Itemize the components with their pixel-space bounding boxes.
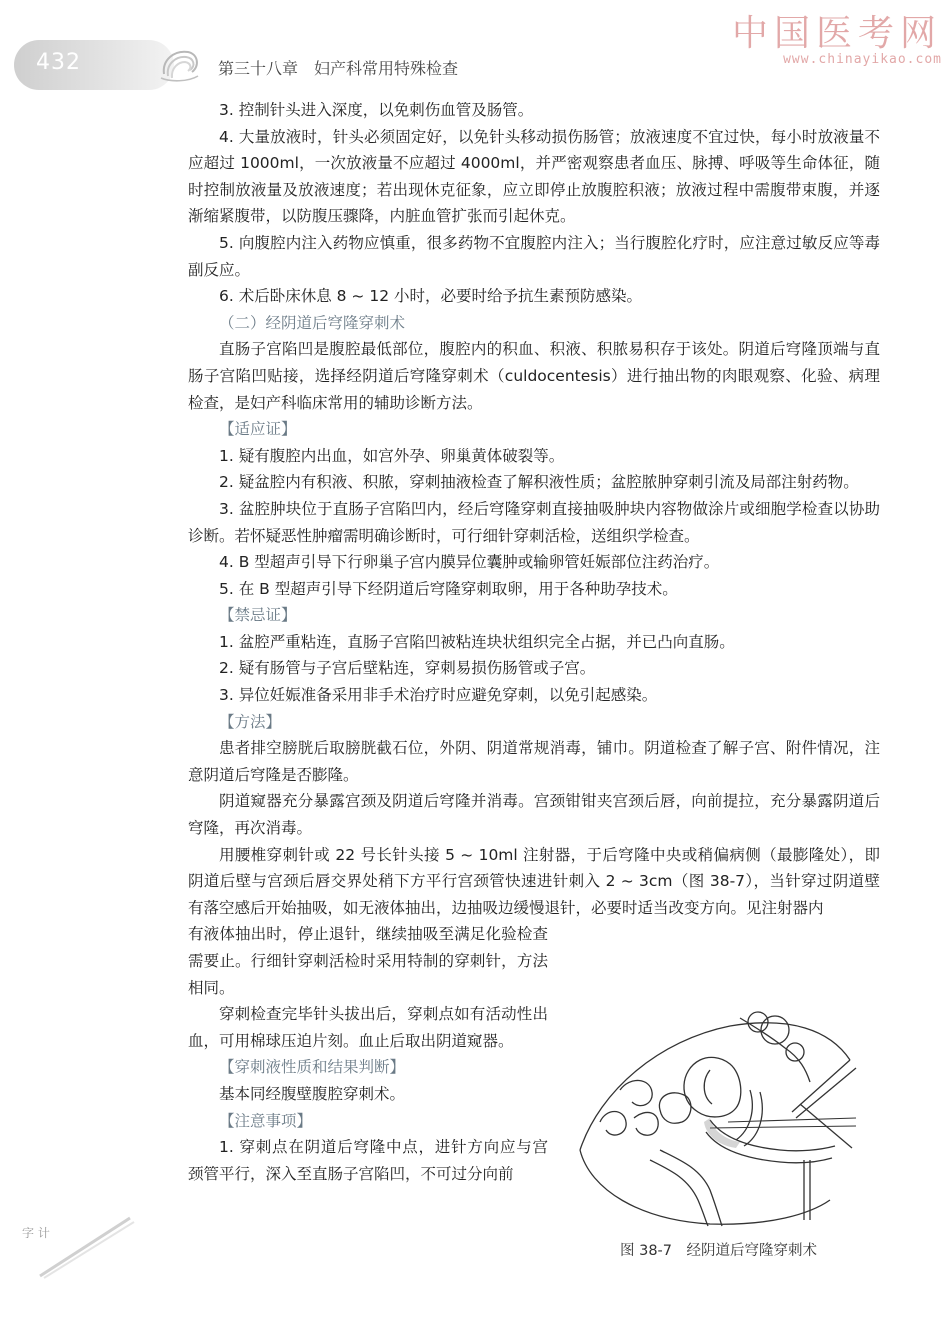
paragraph: 1. 盆腔严重粘连，直肠子宫陷凹被粘连块状组织完全占据，并已凸向直肠。	[219, 632, 735, 651]
pencil-mark-icon	[30, 1210, 140, 1280]
paragraph: 6. 术后卧床休息 8 ~ 12 小时，必要时给予抗生素预防感染。	[219, 287, 642, 306]
paragraph: 3. 盆腔肿块位于直肠子宫陷凹内，经后穹隆穿刺直接抽吸肿块内容物做涂片或细胞学检查以协助诊断。若怀疑恶性肿瘤需明确诊断时，可行细针穿刺活检，送组织学检查。	[188, 499, 880, 545]
paragraph: 3. 异位妊娠准备采用非手术治疗时应避免穿刺，以免引起感染。	[219, 686, 658, 705]
swirl-logo-icon	[158, 44, 202, 84]
chapter-title: 第三十八章 妇产科常用特殊检查	[218, 59, 459, 78]
section-heading: 【注意事项】	[219, 1111, 313, 1130]
section-heading: 【方法】	[219, 712, 282, 731]
figure-38-7-anatomy-drawing	[560, 1000, 860, 1228]
paragraph: 3. 控制针头进入深度，以免刺伤血管及肠管。	[219, 101, 534, 119]
watermark-site-url: www.chinayikao.com	[783, 52, 942, 67]
paragraph: 阴道窥器充分暴露宫颈及阴道后穹隆并消毒。宫颈钳钳夹宫颈后唇，向前提拉，充分暴露阴道后穹隆，再次消毒。	[188, 792, 880, 838]
watermark	[732, 14, 942, 67]
watermark-site-name: 中国医考网	[731, 13, 942, 54]
margin-handwriting: 字 计	[22, 1226, 50, 1240]
paragraph: 2. 疑有肠管与子宫后壁粘连，穿刺易损伤肠管或子宫。	[219, 659, 596, 678]
paragraph: 5. 向腹腔内注入药物应慎重，很多药物不宜腹腔内注入；当行腹腔化疗时，应注意过敏反应等毒副反应。	[188, 233, 880, 279]
paragraph: 2. 疑盆腔内有积液、积脓，穿刺抽液检查了解积液性质；盆腔脓肿穿刺引流及局部注射药物。	[219, 473, 859, 492]
paragraph: 4. B 型超声引导下行卵巢子宫内膜异位囊肿或输卵管妊娠部位注药治疗。	[219, 553, 720, 572]
figure-caption: 图 38-7 经阴道后穹隆穿刺术	[620, 1243, 818, 1259]
wrapped-text-flow	[188, 921, 548, 1187]
paragraph: 1. 疑有腹腔内出血，如宫外孕、卵巢黄体破裂等。	[219, 446, 565, 465]
page-number: 432	[36, 50, 81, 75]
paragraph: 1. 穿刺点在阴道后穹隆中点，进针方向应与宫颈管平行，深入至直肠子宫陷凹，不可过分向前	[188, 1138, 548, 1183]
paragraph: 患者排空膀胱后取膀胱截石位，外阴、阴道常规消毒，铺巾。阴道检查了解子宫、附件情况，注意阴道后穹隆是否膨隆。	[188, 739, 880, 784]
paragraph: 直肠子宫陷凹是腹腔最低部位，腹腔内的积血、积液、积脓易积存于该处。阴道后穹隆顶端与直肠子宫陷凹贴接，选择经阴道后穹隆穿刺术（culdocentesis）进行抽出物的肉眼观察、化验、病理检查，是妇产科临床常用的辅助诊断方法。	[188, 340, 880, 412]
paragraph: 穿刺检查完毕针头拔出后，穿刺点如有活动性出血，可用棉球压迫片刻。血止后取出阴道窥器。	[188, 1005, 548, 1050]
paragraph: 用腰椎穿刺针或 22 号长针头接 5 ~ 10ml 注射器，于后穹隆中央或稍偏病侧（最膨隆处），即阴道后壁与宫颈后唇交界处稍下方平行宫颈管快速进针刺入 2 ~ 3cm（图 38-7），当针穿过阴道壁有落空感后开始抽吸，如无液体抽出，边抽吸边缓慢退针，必要时适当改变方向。见注射器内	[188, 845, 880, 917]
paragraph: 有液体抽出时，停止退针，继续抽吸至满足化验检查需要止。行细针穿刺活检时采用特制的穿刺针，方法相同。	[188, 925, 548, 997]
section-heading: （二）经阴道后穹隆穿刺术	[219, 313, 406, 332]
section-heading: 【穿刺液性质和结果判断】	[219, 1058, 406, 1077]
paragraph: 4. 大量放液时，针头必须固定好，以免针头移动损伤肠管；放液速度不宜过快，每小时放液量不应超过 1000ml，一次放液量不应超过 4000ml，并严密观察患者血压、脉搏、呼吸等生命体征，随时控制放液量及放液速度；若出现休克征象，应立即停止放腹腔积液；放液过程中需腹带束腹，并逐渐缩紧腹带，以防腹压骤降，内脏血管扩张而引起休克。	[188, 127, 880, 226]
section-heading: 【适应证】	[219, 420, 297, 439]
main-text-flow	[188, 97, 880, 921]
paragraph: 5. 在 B 型超声引导下经阴道后穹隆穿刺取卵，用于各种助孕技术。	[219, 579, 678, 598]
section-heading: 【禁忌证】	[219, 606, 297, 625]
paragraph: 基本同经腹壁腹腔穿刺术。	[219, 1084, 406, 1103]
